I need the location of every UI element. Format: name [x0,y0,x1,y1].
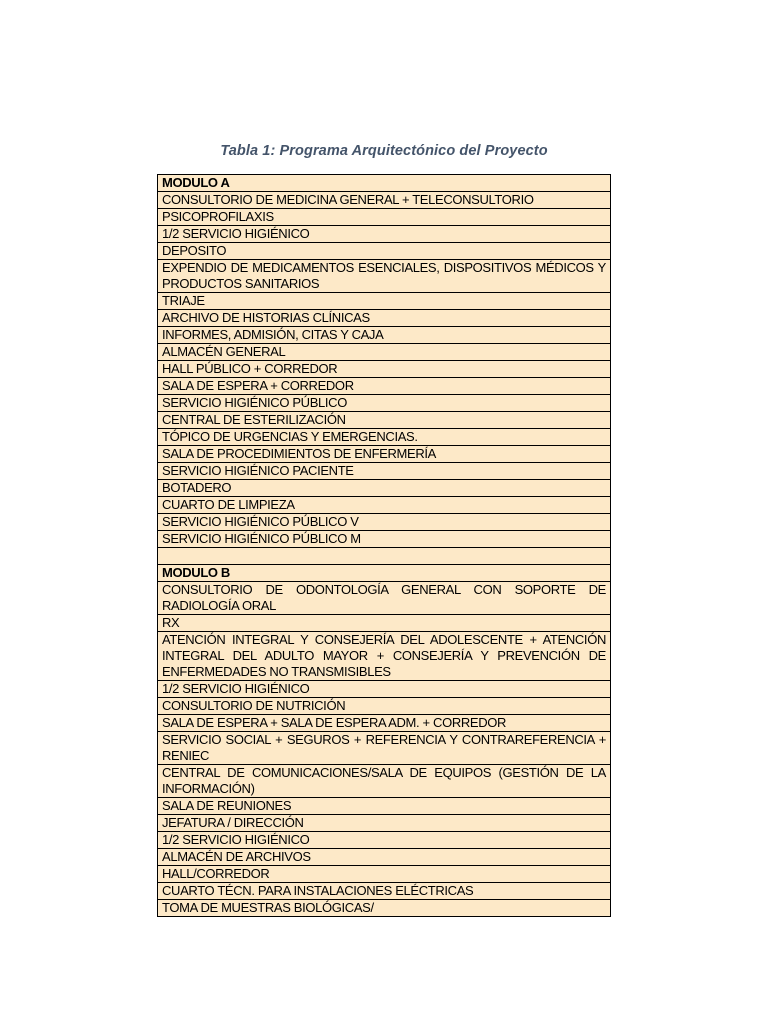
cell-text: CONSULTORIO DE MEDICINA GENERAL + TELECONSULTORIO [162,192,534,207]
cell-text: EXPENDIO DE MEDICAMENTOS ESENCIALES, DISPOSITIVOS MÉDICOS Y PRODUCTOS SANITARIOS [162,260,606,291]
blank-row [158,548,611,565]
table-cell [158,632,611,681]
table-cell [158,732,611,765]
table-row [158,243,611,260]
table-row [158,344,611,361]
cell-text: CUARTO DE LIMPIEZA [162,497,295,512]
table-cell [158,480,611,497]
cell-text: BOTADERO [162,480,232,495]
table-row [158,715,611,732]
cell-text: PSICOPROFILAXIS [162,209,274,224]
table-cell [158,260,611,293]
cell-text: ALMACÉN GENERAL [162,344,286,359]
table-cell [158,192,611,209]
table-caption: Tabla 1: Programa Arquitectónico del Proyecto [220,143,548,159]
table-cell [158,832,611,849]
table-cell [158,900,611,917]
cell-text: 1/2 SERVICIO HIGIÉNICO [162,681,310,696]
cell-text: TRIAJE [162,293,205,308]
table-cell [158,243,611,260]
cell-text: CUARTO TÉCN. PARA INSTALACIONES ELÉCTRICAS [162,883,474,898]
module-header-cell [158,175,611,192]
table-row [158,293,611,310]
table-cell [158,412,611,429]
cell-text: SALA DE ESPERA + SALA DE ESPERA ADM. + CORREDOR [162,715,507,730]
table-row [158,698,611,715]
table-row [158,395,611,412]
table-cell [158,429,611,446]
table-cell [158,226,611,243]
cell-text: DEPOSITO [162,243,227,258]
table-cell [158,615,611,632]
table-row [158,765,611,798]
table-cell [158,798,611,815]
table-cell [158,293,611,310]
cell-text: TÓPICO DE URGENCIAS Y EMERGENCIAS. [162,429,418,444]
module-header-row [158,175,611,192]
cell-text: SALA DE ESPERA + CORREDOR [162,378,354,393]
table-cell [158,327,611,344]
table-row [158,798,611,815]
table-row [158,632,611,681]
table-cell [158,463,611,480]
cell-text: 1/2 SERVICIO HIGIÉNICO [162,832,310,847]
cell-text: SERVICIO HIGIÉNICO PÚBLICO [162,395,347,410]
table-cell [158,765,611,798]
cell-text: ARCHIVO DE HISTORIAS CLÍNICAS [162,310,370,325]
table-row [158,412,611,429]
table-row [158,361,611,378]
table-row [158,260,611,293]
cell-text: ALMACÉN DE ARCHIVOS [162,849,311,864]
cell-text: INFORMES, ADMISIÓN, CITAS Y CAJA [162,327,384,342]
module-header-cell [158,565,611,582]
table-row [158,463,611,480]
cell-text: SALA DE PROCEDIMIENTOS DE ENFERMERÍA [162,446,436,461]
cell-text: CENTRAL DE ESTERILIZACIÓN [162,412,346,427]
table-cell [158,514,611,531]
table-row [158,883,611,900]
table-row [158,615,611,632]
table-row [158,446,611,463]
table-cell [158,378,611,395]
table-row [158,681,611,698]
table-cell [158,698,611,715]
table-row [158,732,611,765]
table-cell [158,815,611,832]
table-row [158,849,611,866]
table-cell [158,866,611,883]
cell-text: HALL/CORREDOR [162,866,270,881]
table-row [158,531,611,548]
table-row [158,429,611,446]
table-row [158,815,611,832]
table-body [158,175,611,917]
table-row [158,226,611,243]
table-row [158,378,611,395]
table-row [158,209,611,226]
cell-text: CENTRAL DE COMUNICACIONES/SALA DE EQUIPOS (GESTIÓN DE LA INFORMACIÓN) [162,765,606,796]
table-cell [158,209,611,226]
table-cell [158,715,611,732]
table-cell [158,849,611,866]
cell-text: CONSULTORIO DE NUTRICIÓN [162,698,346,713]
module-header-row [158,565,611,582]
table-cell [158,446,611,463]
table-row [158,900,611,917]
cell-text: SERVICIO HIGIÉNICO PACIENTE [162,463,354,478]
table-cell [158,883,611,900]
table-row [158,582,611,615]
cell-text: SERVICIO HIGIÉNICO PÚBLICO V [162,514,359,529]
cell-text: JEFATURA / DIRECCIÓN [162,815,304,830]
table-cell [158,582,611,615]
cell-text: HALL PÚBLICO + CORREDOR [162,361,338,376]
table-cell [158,361,611,378]
cell-text: 1/2 SERVICIO HIGIÉNICO [162,226,310,241]
table-cell [158,344,611,361]
cell-text: ATENCIÓN INTEGRAL Y CONSEJERÍA DEL ADOLESCENTE + ATENCIÓN INTEGRAL DEL ADULTO MAYOR + CONSEJERÍA Y PREVENCIÓN DE ENFERMEDADES NO TRANSMISIBLES [162,632,606,679]
table-row [158,514,611,531]
table-row [158,327,611,344]
cell-text: RX [162,615,180,630]
cell-text: CONSULTORIO DE ODONTOLOGÍA GENERAL CON SOPORTE DE RADIOLOGÍA ORAL [162,582,606,613]
table-row [158,480,611,497]
architectural-program-table [157,174,611,917]
cell-text: MODULO B [162,565,230,580]
cell-text: MODULO A [162,175,230,190]
table-cell [158,548,611,565]
table-cell [158,531,611,548]
table-cell [158,395,611,412]
table-row [158,192,611,209]
table-cell [158,497,611,514]
table-row [158,310,611,327]
cell-text: SERVICIO HIGIÉNICO PÚBLICO M [162,531,361,546]
table-row [158,832,611,849]
cell-text: SALA DE REUNIONES [162,798,292,813]
table-row [158,866,611,883]
table-cell [158,310,611,327]
cell-text: TOMA DE MUESTRAS BIOLÓGICAS/ [162,900,374,915]
table-row [158,497,611,514]
cell-text: SERVICIO SOCIAL + SEGUROS + REFERENCIA Y CONTRAREFERENCIA + RENIEC [162,732,606,763]
table-cell [158,681,611,698]
